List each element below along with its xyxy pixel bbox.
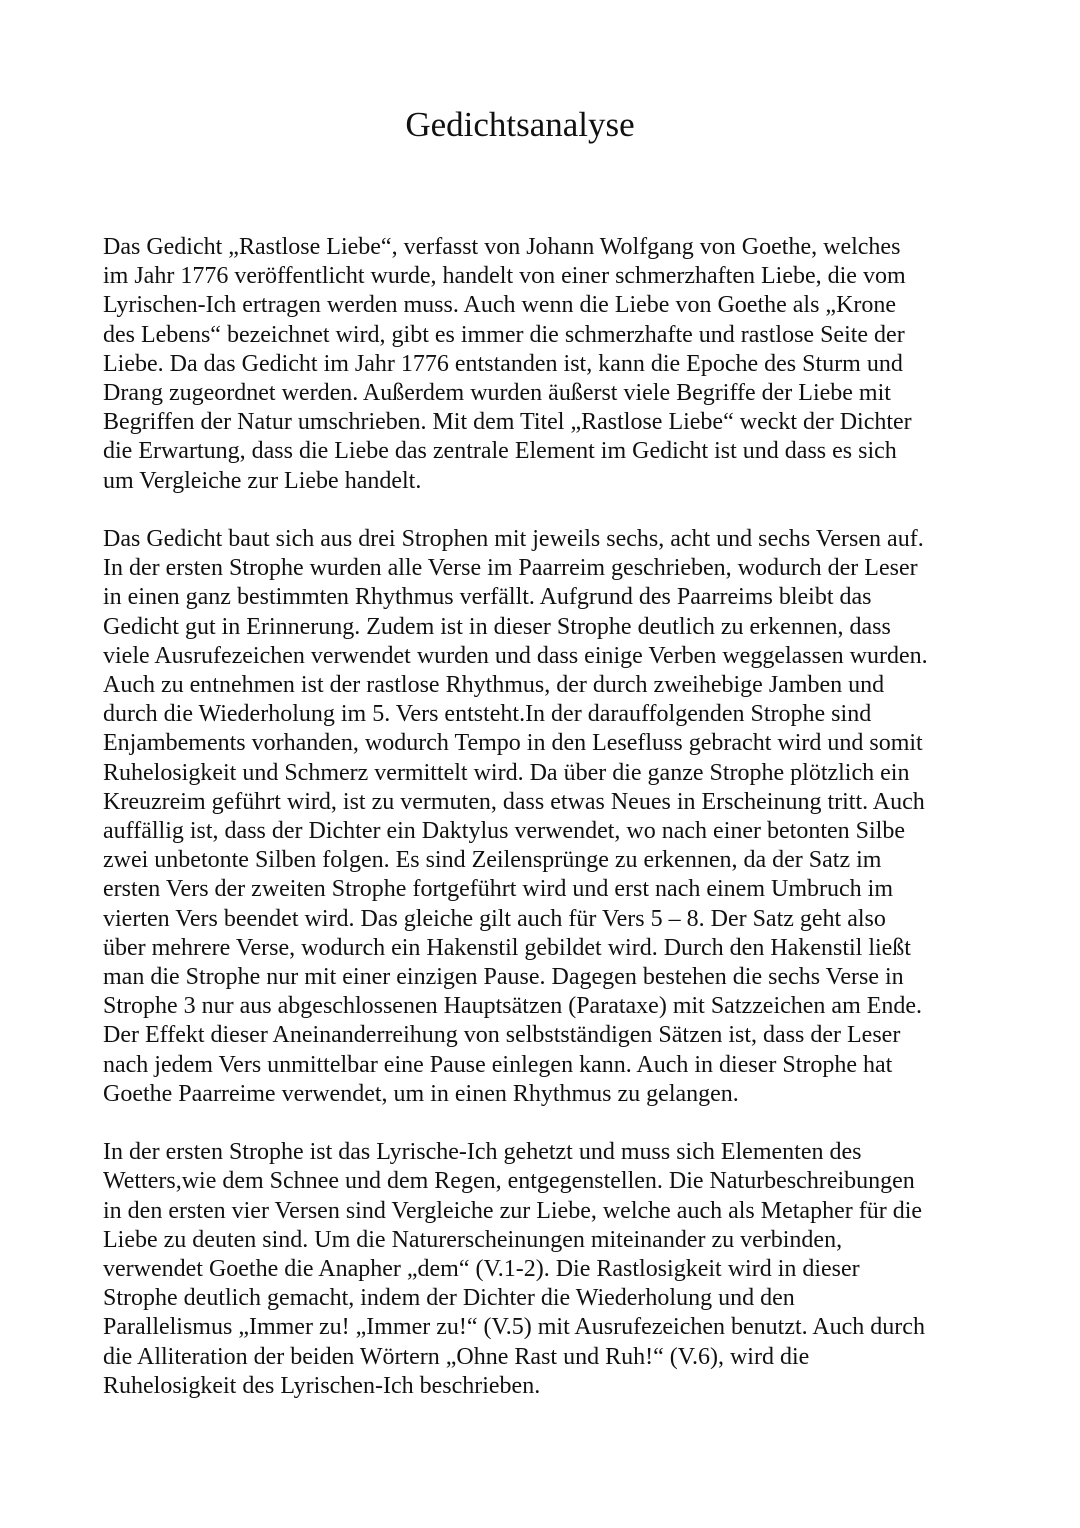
text-line: viele Ausrufezeichen verwendet wurden und dass einige Verben weggelassen wurden. [103,642,928,669]
text-line: Das Gedicht baut sich aus drei Strophen mit jeweils sechs, acht und sechs Versen auf. [103,526,924,553]
text-line: über mehrere Verse, wodurch ein Hakenstil gebildet wird. Durch den Hakenstil ließt [103,934,911,961]
text-line: Parallelismus „Immer zu! „Immer zu!“ (V.5) mit Ausrufezeichen benutzt. Auch durch [103,1314,925,1341]
text-line: im Jahr 1776 veröffentlicht wurde, handelt von einer schmerzhaften Liebe, die vom [103,263,906,290]
text-line: In der ersten Strophe wurden alle Verse im Paarreim geschrieben, wodurch der Leser [103,555,918,582]
text-line: zwei unbetonte Silben folgen. Es sind Zeilensprünge zu erkennen, da der Satz im [103,847,882,874]
text-line: ersten Vers der zweiten Strophe fortgeführt wird und erst nach einem Umbruch im [103,876,893,903]
text-line: des Lebens“ bezeichnet wird, gibt es immer die schmerzhafte und rastlose Seite der [103,321,905,348]
text-line: Kreuzreim geführt wird, ist zu vermuten, dass etwas Neues in Erscheinung tritt. Auch [103,788,925,815]
text-line: Goethe Paarreime verwendet, um in einen Rhythmus zu gelangen. [103,1080,739,1107]
text-line: Liebe zu deuten sind. Um die Naturerscheinungen miteinander zu verbinden, [103,1226,843,1253]
text-line: Drang zugeordnet werden. Außerdem wurden äußerst viele Begriffe der Liebe mit [103,380,891,407]
paragraph-form-analysis [103,525,1003,1109]
text-line: Ruhelosigkeit und Schmerz vermittelt wird. Da über die ganze Strophe plötzlich ein [103,759,910,786]
text-line: verwendet Goethe die Anapher „dem“ (V.1-2). Die Rastlosigkeit wird in dieser [103,1256,860,1283]
text-line: Lyrischen-Ich ertragen werden muss. Auch wenn die Liebe von Goethe als „Krone [103,292,897,319]
text-line: die Alliteration der beiden Wörtern „Ohne Rast und Ruh!“ (V.6), wird die [103,1343,810,1370]
text-line: Begriffen der Natur umschrieben. Mit dem Titel „Rastlose Liebe“ weckt der Dichter [103,409,912,436]
text-line: um Vergleiche zur Liebe handelt. [103,467,422,494]
text-line: Strophe deutlich gemacht, indem der Dichter die Wiederholung und den [103,1285,795,1312]
text-line: Auch zu entnehmen ist der rastlose Rhythmus, der durch zweihebige Jamben und [103,672,885,699]
text-line: Strophe 3 nur aus abgeschlossenen Hauptsätzen (Parataxe) mit Satzzeichen am Ende. [103,993,923,1020]
text-line: Enjambements vorhanden, wodurch Tempo in den Lesefluss gebracht wird und somit [103,730,923,757]
paragraph-content-analysis [103,1138,1003,1401]
text-line: durch die Wiederholung im 5. Vers entsteht.In der darauffolgenden Strophe sind [103,701,872,728]
paragraph-introduction [103,233,1003,496]
text-line: In der ersten Strophe ist das Lyrische-Ich gehetzt und muss sich Elementen des [103,1139,862,1166]
document-body [103,233,1003,1401]
text-line: auffällig ist, dass der Dichter ein Daktylus verwendet, wo nach einer betonten Silbe [103,818,905,845]
text-line: Liebe. Da das Gedicht im Jahr 1776 entstanden ist, kann die Epoche des Sturm und [103,350,903,377]
text-line: die Erwartung, dass die Liebe das zentrale Element im Gedicht ist und dass es sich [103,438,897,465]
text-line: in den ersten vier Versen sind Vergleiche zur Liebe, welche auch als Metapher für die [103,1197,923,1224]
text-line: Der Effekt dieser Aneinanderreihung von selbstständigen Sätzen ist, dass der Leser [103,1022,901,1049]
text-line: Ruhelosigkeit des Lyrischen-Ich beschrieben. [103,1372,541,1399]
text-line: man die Strophe nur mit einer einzigen Pause. Dagegen bestehen die sechs Verse in [103,964,904,991]
text-line: Wetters,wie dem Schnee und dem Regen, entgegenstellen. Die Naturbeschreibungen [103,1168,915,1195]
text-line: Gedicht gut in Erinnerung. Zudem ist in dieser Strophe deutlich zu erkennen, dass [103,613,891,640]
document-title: Gedichtsanalyse [405,105,635,144]
text-line: in einen ganz bestimmten Rhythmus verfällt. Aufgrund des Paarreims bleibt das [103,584,872,611]
text-line: Das Gedicht „Rastlose Liebe“, verfasst von Johann Wolfgang von Goethe, welches [103,234,901,260]
text-line: vierten Vers beendet wird. Das gleiche gilt auch für Vers 5 – 8. Der Satz geht also [103,905,886,932]
text-line: nach jedem Vers unmittelbar eine Pause einlegen kann. Auch in dieser Strophe hat [103,1051,893,1078]
